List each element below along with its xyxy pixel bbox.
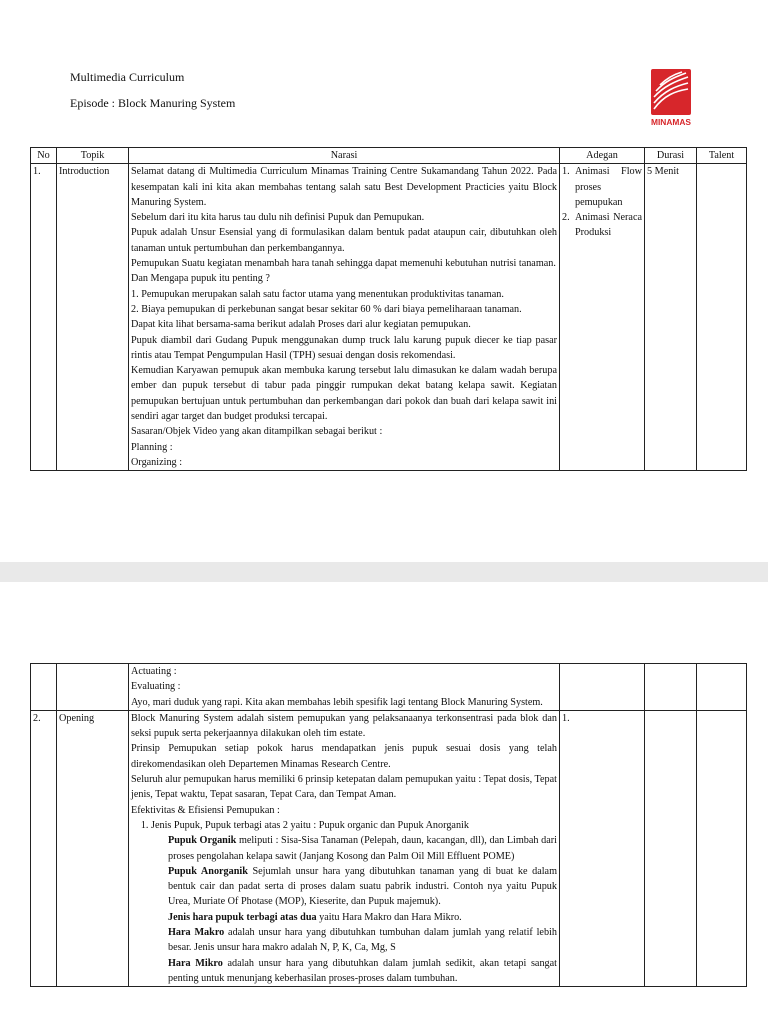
episode-title: Episode : Block Manuring System: [70, 96, 236, 110]
adegan-item: 2. Animasi Neraca Produksi: [562, 212, 642, 239]
narasi-paragraph: Block Manuring System adalah sistem pemupukan yang pelaksanaanya terkonsentrasi pada blok dan seksi pupuk serta pekerjaannya dilakukan oleh tim estate.: [131, 712, 557, 740]
col-header-topik: Topik: [57, 148, 129, 164]
narasi-paragraph: Seluruh alur pemupukan harus memiliki 6 prinsip ketepatan dalam pemupukan yaitu : Tepat dosis, Tepat jenis, Tepat waktu, Tepat sasaran, Tepat Cara, dan Tempat Aman.: [131, 774, 557, 801]
narasi-paragraph: Sebelum dari itu kita harus tau dulu nih definisi Pupuk dan Pemupukan.: [131, 212, 425, 224]
script-table: [30, 147, 747, 471]
narasi-paragraph: Actuating :: [131, 666, 177, 677]
cell-talent: [697, 164, 747, 471]
narasi-paragraph: Kemudian Karyawan pemupuk akan membuka karung tersebut lalu dimasukan ke dalam wadah berupa ember dan pupuk tersebut di tabur pada pinggir rumpukan dekat batang kelapa sawit. Kegiatan pemupukan bertujuan untuk pertumbuhan dan perkembangan dari pokok dan buah dari kelapa sawit ini sendiri agar target dan budget produksi tercapai.: [131, 365, 557, 423]
narasi-paragraph: Dan Mengapa pupuk itu penting ?: [131, 273, 270, 285]
script-table-continued: [30, 663, 747, 987]
narasi-paragraph: Efektivitas & Efisiensi Pemupukan :: [131, 804, 280, 816]
document-title: Multimedia Curriculum: [70, 70, 185, 84]
col-header-adegan: Adegan: [560, 148, 645, 164]
efektivitas-list: [131, 818, 557, 833]
narasi-paragraph: Selamat datang di Multimedia Curriculum Minamas Training Centre Sukamandang Tahun 2022. Pada kesempatan kali ini kita akan membahas tentang salah satu Best Development Practicies yaitu Block Manuring System.: [131, 166, 557, 208]
narasi-paragraph: Planning :: [131, 441, 173, 453]
logo-wordmark: MINAMAS: [650, 117, 692, 127]
col-header-durasi: Durasi: [645, 148, 697, 164]
hara-mikro-paragraph: Hara Mikro adalah unsur hara yang dibutuhkan dalam jumlah sedikit, akan tetapi sangat penting untuk menunjang keberhasilan proses-proses dalam tumbuhan.: [168, 957, 557, 984]
narasi-paragraph: Pupuk adalah Unsur Esensial yang di formulasikan dalam bentuk padat ataupun cair, dibutuhkan oleh tanaman untuk pertumbuhan dan perkembangannya.: [131, 227, 557, 254]
minamas-logo: [650, 69, 692, 129]
cell-adegan: [560, 164, 645, 471]
cell-topik: Opening: [57, 710, 129, 986]
narasi-paragraph: Pupuk diambil dari Gudang Pupuk menggunakan dump truck lalu karung pupuk diecer ke tiap pasar rintis atau Tempat Pengumpulan Hasil (TPH) sesuai dengan dosis rekomendasi.: [131, 334, 557, 361]
narasi-paragraph: Organizing :: [131, 456, 183, 468]
col-header-no: No: [31, 148, 57, 164]
narasi-paragraph: Ayo, mari duduk yang rapi. Kita akan membahas lebih spesifik lagi tentang Block Manuring System.: [131, 696, 543, 708]
hara-makro-paragraph: Hara Makro adalah unsur hara yang dibutuhkan tumbuhan dalam jumlah yang relatif lebih besar. Jenis unsur hara makro adalah N, P, K, Ca, Mg, S: [168, 927, 557, 954]
narasi-paragraph: 1. Pemupukan merupakan salah satu factor utama yang menentukan produktivitas tanaman.: [131, 288, 504, 300]
adegan-item: 1. Animasi Flow proses pemupukan: [562, 166, 642, 208]
col-header-talent: Talent: [697, 148, 747, 164]
jenis-hara-paragraph: Jenis hara pupuk terbagi atas dua yaitu Hara Makro dan Hara Mikro.: [168, 911, 462, 923]
cell-durasi: 5 Menit: [645, 164, 697, 471]
table-row: [31, 164, 747, 471]
table-row: [31, 710, 747, 986]
cell-no: 1.: [31, 164, 57, 471]
cell-topik: Introduction: [57, 164, 129, 471]
cell-narasi: [129, 164, 560, 471]
narasi-paragraph: Prinsip Pemupukan setiap pokok harus mendapatkan jenis pupuk sesuai dosis yang telah direkomendasikan oleh Departemen Minamas Research Centre.: [131, 743, 557, 770]
table-header-row: [31, 148, 747, 164]
narasi-paragraph: Evaluating :: [131, 681, 181, 693]
cell-no: 2.: [31, 710, 57, 986]
table-row: [31, 664, 747, 711]
anorganik-paragraph: Pupuk Anorganik Sejumlah unsur hara yang dibutuhkan tanaman yang di buat ke dalam bentuk cair dan padat serta di proses dalam suatu pabrik industri. Contoh nya yaitu Pupuk Urea, Muriate Of Photase (MOP), Kieserite, dan Pupuk majemuk).: [168, 865, 557, 908]
organik-paragraph: Pupuk Organik meliputi : Sisa-Sisa Tanaman (Pelepah, daun, kacangan, dll), dan Limbah dari proses pengolahan kelapa sawit (Janjang Kosong dan Palm Oil Mill Effluent POME): [168, 835, 557, 862]
narasi-paragraph: Sasaran/Objek Video yang akan ditampilkan sebagai berikut :: [131, 426, 383, 438]
cell-narasi: [129, 710, 560, 986]
cell-adegan: 1.: [560, 710, 645, 986]
narasi-paragraph: Pemupukan Suatu kegiatan menambah hara tanah sehingga dapat memenuhi kebutuhan nutrisi tanaman.: [131, 258, 556, 270]
list-item: 1. Jenis Pupuk, Pupuk terbagi atas 2 yaitu : Pupuk organic dan Pupuk Anorganik: [151, 818, 557, 833]
narasi-paragraph: Dapat kita lihat bersama-sama berikut adalah Proses dari alur kegiatan pemupukan.: [131, 319, 471, 331]
col-header-narasi: Narasi: [129, 148, 560, 164]
narasi-paragraph: 2. Biaya pemupukan di perkebunan sangat besar sekitar 60 % dari biaya pemeliharaan tanaman.: [131, 303, 522, 315]
cell-narasi: [129, 664, 560, 711]
